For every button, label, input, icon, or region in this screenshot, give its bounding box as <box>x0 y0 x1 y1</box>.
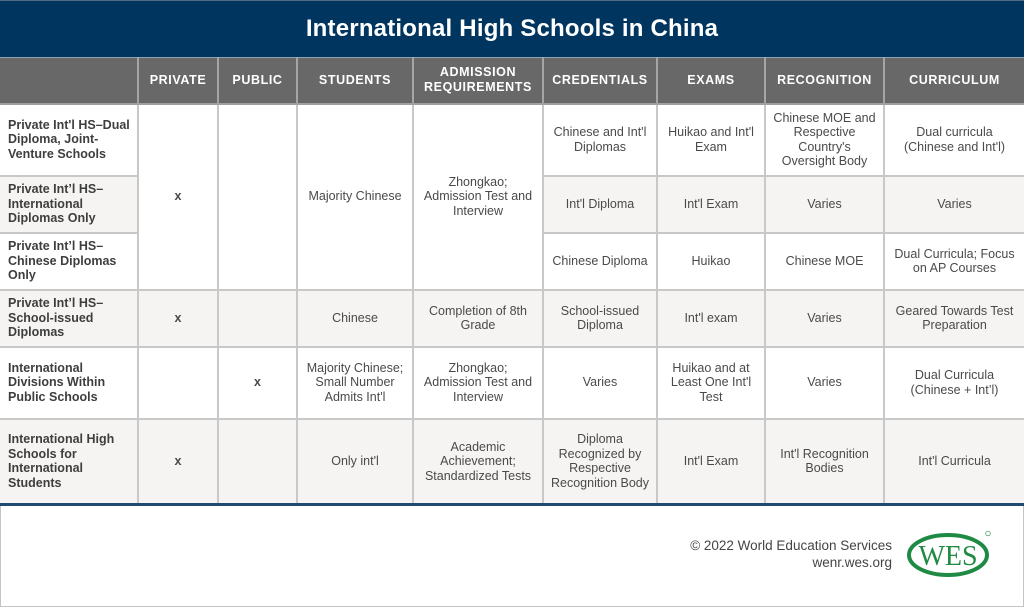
private-cell <box>138 347 218 419</box>
copyright-text: © 2022 World Education Services <box>690 538 892 553</box>
students-cell: Chinese <box>297 290 413 347</box>
wes-logo <box>906 530 992 578</box>
exams-cell: Huikao and Int'l Exam <box>657 104 765 176</box>
students-cell: Majority Chinese; Small Number Admits Int'l <box>297 347 413 419</box>
header-credentials: CREDENTIALS <box>543 58 657 104</box>
public-cell <box>218 419 297 505</box>
private-cell: x <box>138 419 218 505</box>
header-exams: EXAMS <box>657 58 765 104</box>
header-admission-requirements: ADMISSION REQUIREMENTS <box>413 58 543 104</box>
header-recognition: RECOGNITION <box>765 58 884 104</box>
admission-cell: Zhongkao; Admission Test and Interview <box>413 347 543 419</box>
header-curriculum: CURRICULUM <box>884 58 1024 104</box>
header-school-type <box>0 58 138 104</box>
school-type-cell: International Divisions Within Public Schools <box>0 347 138 419</box>
school-type-cell: Private Int'l HS–Dual Diploma, Joint-Venture Schools <box>0 104 138 176</box>
school-type-cell: Private Int’l HS– Chinese Diplomas Only <box>0 233 138 290</box>
admission-cell: Completion of 8th Grade <box>413 290 543 347</box>
admission-cell: Academic Achievement; Standardized Tests <box>413 419 543 505</box>
source-url: wenr.wes.org <box>812 555 892 570</box>
curriculum-cell: Varies <box>884 176 1024 233</box>
students-cell: Majority Chinese <box>297 104 413 290</box>
credentials-cell: Chinese Diploma <box>543 233 657 290</box>
wes-logo-icon <box>906 530 992 578</box>
exams-cell: Int'l Exam <box>657 419 765 505</box>
credentials-cell: School-issued Diploma <box>543 290 657 347</box>
recognition-cell: Varies <box>765 347 884 419</box>
exams-cell: Huikao <box>657 233 765 290</box>
curriculum-cell: Int'l Curricula <box>884 419 1024 505</box>
public-cell <box>218 290 297 347</box>
curriculum-cell: Dual curricula (Chinese and Int'l) <box>884 104 1024 176</box>
table-row <box>0 104 1024 176</box>
header-private: PRIVATE <box>138 58 218 104</box>
recognition-cell: Int'l Recognition Bodies <box>765 419 884 505</box>
footer-credits <box>690 537 892 571</box>
table-row <box>0 347 1024 419</box>
curriculum-cell: Dual Curricula (Chinese + Int’l) <box>884 347 1024 419</box>
recognition-cell: Chinese MOE <box>765 233 884 290</box>
public-cell: x <box>218 347 297 419</box>
curriculum-cell: Geared Towards Test Preparation <box>884 290 1024 347</box>
public-cell <box>218 104 297 290</box>
footer <box>690 530 992 578</box>
exams-cell: Int'l exam <box>657 290 765 347</box>
header-students: STUDENTS <box>297 58 413 104</box>
credentials-cell: Chinese and Int'l Diplomas <box>543 104 657 176</box>
school-type-cell: Private Int’l HS– School-issued Diplomas <box>0 290 138 347</box>
wes-logo-text: WES <box>918 541 978 572</box>
recognition-cell: Chinese MOE and Respective Country's Oversight Body <box>765 104 884 176</box>
table-row <box>0 290 1024 347</box>
comparison-table <box>0 57 1024 506</box>
private-cell: x <box>138 104 218 290</box>
table-row <box>0 419 1024 505</box>
page-title: International High Schools in China <box>0 0 1024 57</box>
recognition-cell: Varies <box>765 290 884 347</box>
school-type-cell: International High Schools for International Students <box>0 419 138 505</box>
recognition-cell: Varies <box>765 176 884 233</box>
curriculum-cell: Dual Curricula; Focus on AP Courses <box>884 233 1024 290</box>
credentials-cell: Varies <box>543 347 657 419</box>
header-row <box>0 58 1024 104</box>
header-public: PUBLIC <box>218 58 297 104</box>
private-cell: x <box>138 290 218 347</box>
exams-cell: Huikao and at Least One Int'l Test <box>657 347 765 419</box>
students-cell: Only int'l <box>297 419 413 505</box>
school-type-cell: Private Int’l HS– International Diplomas Only <box>0 176 138 233</box>
credentials-cell: Int'l Diploma <box>543 176 657 233</box>
admission-cell: Zhongkao; Admission Test and Interview <box>413 104 543 290</box>
credentials-cell: Diploma Recognized by Respective Recognition Body <box>543 419 657 505</box>
exams-cell: Int'l Exam <box>657 176 765 233</box>
